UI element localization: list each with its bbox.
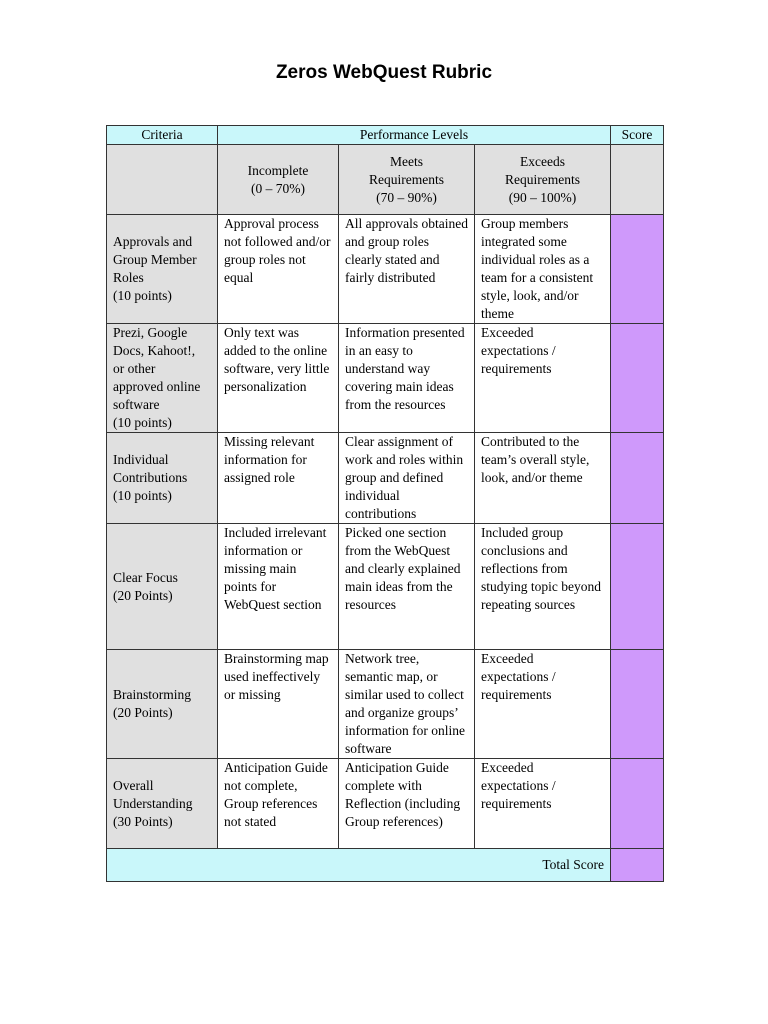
criteria-cell xyxy=(107,524,218,650)
rubric-row xyxy=(107,215,664,324)
criteria-line: (20 Points) xyxy=(113,705,173,720)
criteria-line: approved online xyxy=(113,379,201,394)
score-cell[interactable] xyxy=(611,433,664,524)
meets-cell: Picked one section from the WebQuest and clearly explained main ideas from the resources xyxy=(339,524,475,650)
score-cell[interactable] xyxy=(611,650,664,759)
incomplete-cell: Missing relevant information for assigned role xyxy=(218,433,339,524)
rubric-row xyxy=(107,650,664,759)
level-name: Meets xyxy=(390,153,423,169)
exceeds-cell: Exceeded expectations / requirements xyxy=(475,324,611,433)
criteria-line: (10 points) xyxy=(113,288,172,303)
total-row xyxy=(107,849,664,882)
meets-cell: Network tree, semantic map, or similar used to collect and organize groups’ information for online software xyxy=(339,650,475,759)
criteria-cell xyxy=(107,650,218,759)
criteria-line: (20 Points) xyxy=(113,587,173,603)
level-name: Exceeds xyxy=(520,153,565,169)
levels-score-blank xyxy=(611,145,664,215)
criteria-line: Prezi, Google xyxy=(113,325,188,340)
performance-levels-header: Performance Levels xyxy=(218,126,611,145)
score-cell[interactable] xyxy=(611,524,664,650)
criteria-line: Individual xyxy=(113,452,169,467)
incomplete-cell: Approval process not followed and/or group roles not equal xyxy=(218,215,339,324)
meets-cell: Clear assignment of work and roles within group and defined individual contributions xyxy=(339,433,475,524)
incomplete-cell: Only text was added to the online software, very little personalization xyxy=(218,324,339,433)
rubric-table xyxy=(106,125,664,882)
rubric-row xyxy=(107,324,664,433)
levels-blank-cell xyxy=(107,145,218,215)
exceeds-cell: Included group conclusions and reflections from studying topic beyond repeating sources xyxy=(475,524,611,650)
page-title: Zeros WebQuest Rubric xyxy=(275,62,493,83)
incomplete-cell: Brainstorming map used ineffectively or missing xyxy=(218,650,339,759)
criteria-line: (10 points) xyxy=(113,488,172,503)
criteria-line: or other xyxy=(113,361,156,376)
total-score-cell[interactable] xyxy=(611,849,664,882)
level-range: (90 – 100%) xyxy=(508,189,577,205)
meets-cell: Information presented in an easy to understand way covering main ideas from the resources xyxy=(339,324,475,433)
total-score-label: Total Score xyxy=(107,849,611,882)
criteria-line: Contributions xyxy=(113,470,188,485)
criteria-line: Clear Focus xyxy=(113,569,178,585)
score-header: Score xyxy=(611,126,664,145)
criteria-header: Criteria xyxy=(107,126,218,145)
criteria-line: Approvals and xyxy=(113,234,193,249)
criteria-line: (30 Points) xyxy=(113,813,173,829)
level-meets xyxy=(339,145,475,215)
levels-row xyxy=(107,145,664,215)
criteria-line: Brainstorming xyxy=(113,687,191,702)
criteria-line: Overall xyxy=(113,777,154,793)
rubric-row xyxy=(107,524,664,650)
criteria-cell xyxy=(107,759,218,849)
level-name: Requirements xyxy=(505,171,580,187)
criteria-line: Group Member xyxy=(113,252,197,267)
exceeds-cell: Group members integrated some individual roles as a team for a consistent style, look, and/or theme xyxy=(475,215,611,324)
level-range: (70 – 90%) xyxy=(376,189,437,205)
exceeds-cell: Exceeded expectations / requirements xyxy=(475,759,611,849)
level-exceeds xyxy=(475,145,611,215)
criteria-cell xyxy=(107,433,218,524)
score-cell[interactable] xyxy=(611,215,664,324)
level-name: Requirements xyxy=(369,171,444,187)
criteria-line: software xyxy=(113,397,160,412)
criteria-cell xyxy=(107,324,218,433)
incomplete-cell: Anticipation Guide not complete, Group references not stated xyxy=(218,759,339,849)
header-row xyxy=(107,126,664,145)
criteria-line: Roles xyxy=(113,270,144,285)
level-incomplete xyxy=(218,145,339,215)
criteria-line: Understanding xyxy=(113,795,193,811)
rubric-row xyxy=(107,759,664,849)
score-cell[interactable] xyxy=(611,324,664,433)
exceeds-cell: Exceeded expectations / requirements xyxy=(475,650,611,759)
meets-cell: Anticipation Guide complete with Reflection (including Group references) xyxy=(339,759,475,849)
incomplete-cell: Included irrelevant information or missing main points for WebQuest section xyxy=(218,524,339,650)
criteria-line: (10 points) xyxy=(113,415,172,430)
meets-cell: All approvals obtained and group roles clearly stated and fairly distributed xyxy=(339,215,475,324)
criteria-cell xyxy=(107,215,218,324)
rubric-row xyxy=(107,433,664,524)
exceeds-cell: Contributed to the team’s overall style, look, and/or theme xyxy=(475,433,611,524)
score-cell[interactable] xyxy=(611,759,664,849)
level-name: Incomplete xyxy=(247,162,309,178)
criteria-line: Docs, Kahoot!, xyxy=(113,343,196,358)
level-range: (0 – 70%) xyxy=(251,180,305,196)
